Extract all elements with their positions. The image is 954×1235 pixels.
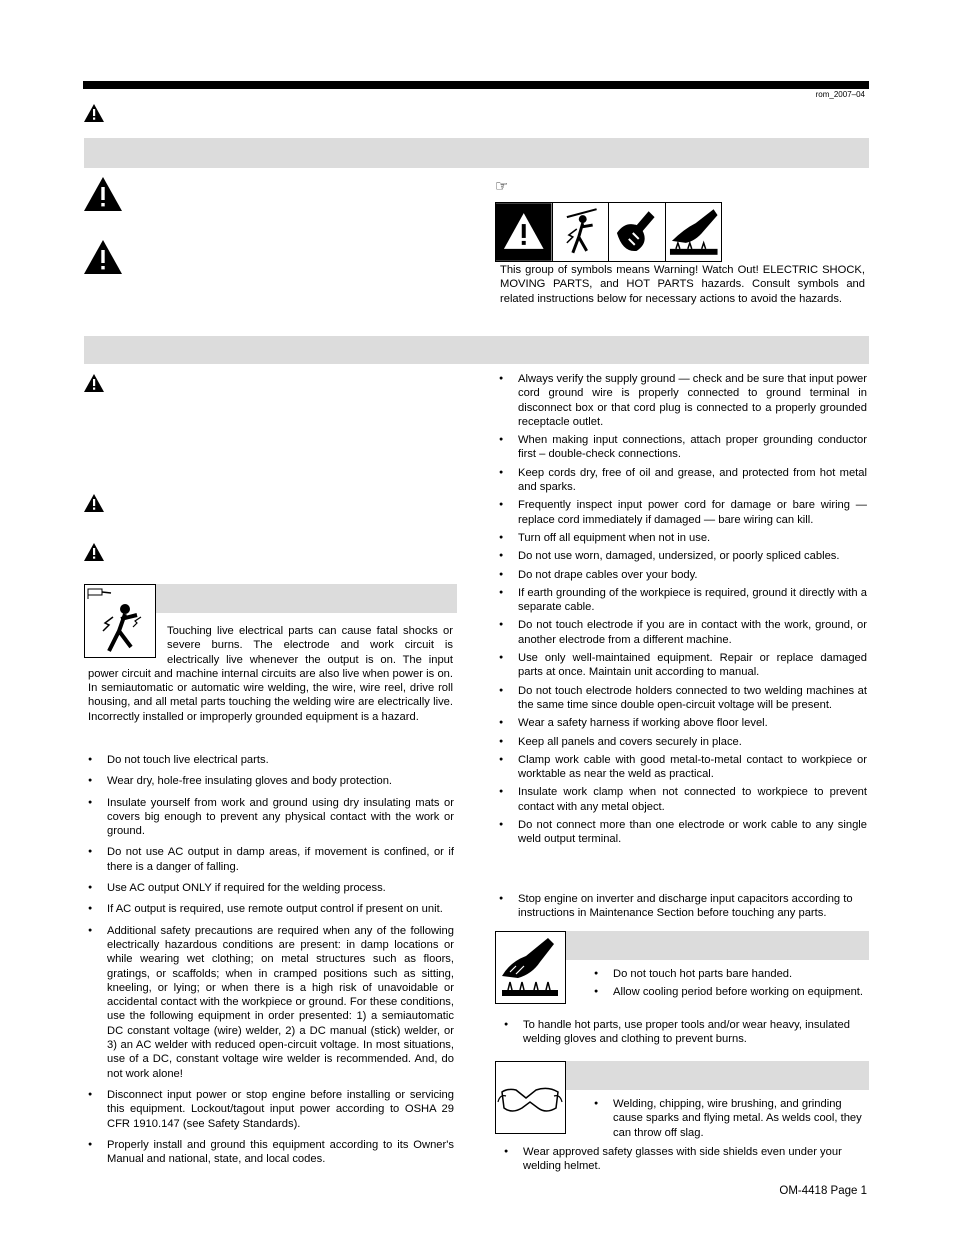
flying-metal-symbol	[495, 1061, 566, 1134]
list-item: ● When making input connections, attach proper grounding conductor first – double-check connections.	[499, 433, 867, 462]
list-item: ● Do not touch live electrical parts.	[88, 753, 454, 767]
hot-parts-icon	[665, 203, 722, 261]
flying-metal-band	[565, 1061, 869, 1090]
list-item: ● Do not use worn, damaged, undersized, or poorly spliced cables.	[499, 549, 867, 563]
top-rule	[83, 81, 869, 89]
list-item: ● Do not touch hot parts bare handed.	[594, 967, 867, 981]
warning-triangle-icon	[84, 104, 104, 122]
list-item: ● Do not connect more than one electrode or work cable to any single weld output terminal.	[499, 818, 867, 847]
list-item: ● Insulate yourself from work and ground using dry insulating mats or covers big enough to prevent any physical contact with the work or ground.	[88, 796, 454, 839]
hot-parts-band	[565, 931, 869, 960]
list-item: ● Keep cords dry, free of oil and grease, and protected from hot metal and sparks.	[499, 466, 867, 495]
list-item: ● Use only well-maintained equipment. Repair or replace damaged parts at once. Maintain unit according to manual.	[499, 651, 867, 680]
symbol-strip-caption: This group of symbols means Warning! Watch Out! ELECTRIC SHOCK, MOVING PARTS, and HOT PARTS hazards. Consult symbols and related instructions below for necessary actions to avoid the hazards.	[500, 264, 865, 305]
warning-triangle-icon	[84, 494, 104, 512]
hot-parts-inner-list	[594, 967, 867, 1004]
section-band-arc-welding-hazards	[84, 336, 869, 364]
list-item: ● Do not touch electrode if you are in contact with the work, ground, or another electrode from a different machine.	[499, 618, 867, 647]
electric-shock-icon	[552, 203, 609, 261]
list-item: ● Wear approved safety glasses with side shields even under your welding helmet.	[504, 1145, 867, 1174]
warning-triangle-icon	[496, 203, 552, 261]
list-item: ● Welding, chipping, wire brushing, and grinding cause sparks and flying metal. As welds cool, they can throw off slag.	[594, 1097, 867, 1140]
section-band-symbol-usage	[84, 138, 869, 168]
safety-glasses-icon	[496, 1062, 565, 1133]
list-item: ● Do not use AC output in damp areas, if movement is confined, or if there is a danger of falling.	[88, 845, 454, 874]
hazard-symbol-strip	[495, 202, 722, 262]
warning-triangle-icon	[84, 374, 104, 392]
document-ref: rom_2007–04	[815, 90, 865, 99]
list-item: ● If AC output is required, use remote output control if present on unit.	[88, 902, 454, 916]
moving-parts-icon	[608, 203, 665, 261]
electric-shock-band	[155, 584, 457, 613]
warning-triangle-icon	[84, 543, 104, 561]
list-item: ● Frequently inspect input power cord for damage or bare wiring — replace cord immediately if damaged — bare wiring can kill.	[499, 498, 867, 527]
list-item: ● Allow cooling period before working on equipment.	[594, 985, 867, 999]
electric-shock-intro	[88, 624, 453, 724]
list-item: ● Keep all panels and covers securely in place.	[499, 735, 867, 749]
page-number: OM-4418 Page 1	[779, 1185, 867, 1197]
list-item: ● Do not touch electrode holders connected to two welding machines at the same time since double open-circuit voltage will be present.	[499, 684, 867, 713]
hot-parts-icon	[496, 932, 565, 1003]
electric-shock-intro-text: Touching live electrical parts can cause fatal shocks or severe burns. The electrode and work circuit is electrically live whenever the output is on. The input power circuit and machine internal circuits are also live when power is on. In semiautomatic or automatic wire welding, the wire, wire reel, drive roll housing, and all metal parts touching the welding wire are electrically live. Incorrectly installed or improperly grounded equipment is a hazard.	[88, 625, 453, 723]
list-item: ● Additional safety precautions are required when any of the following electrically hazardous conditions are present: in damp locations or while wearing wet clothing; on metal structures such as floors, gratings, or scaffolds; when in cramped positions such as sitting, kneeling, or lying; or when there is a high risk of unavoidable or accidental contact with the workpiece or ground. For these conditions, use the following equipment in order presented: 1) a semiautomatic DC constant voltage (wire) welder, 2) a DC manual (stick) welder, or 3) an AC welder with reduced open-circuit voltage. In most situations, use of a DC, constant voltage wire welder is recommended. And, do not work alone!	[88, 924, 454, 1081]
electric-shock-right-list	[499, 372, 867, 851]
flying-metal-inner-list	[594, 1097, 867, 1144]
warning-triangle-icon	[84, 177, 122, 211]
hot-parts-outer-list	[504, 1018, 867, 1051]
warning-triangle-icon	[84, 240, 122, 274]
flying-metal-outer-list	[504, 1145, 867, 1178]
list-item: ● Disconnect input power or stop engine before installing or servicing this equipment. Lockout/tagout input power according to OSHA 29 CFR 1910.147 (see Safety Standards).	[88, 1088, 454, 1131]
hot-parts-symbol	[495, 931, 566, 1004]
list-item: ● Stop engine on inverter and discharge input capacitors according to instructions in Maintenance Section before touching any parts.	[499, 892, 867, 921]
electric-shock-left-list	[88, 753, 454, 1170]
list-item: ● Wear dry, hole-free insulating gloves and body protection.	[88, 774, 454, 788]
list-item: ● Turn off all equipment when not in use.	[499, 531, 867, 545]
list-item: ● Do not drape cables over your body.	[499, 568, 867, 582]
inverter-list	[499, 892, 867, 925]
list-item: ● To handle hot parts, use proper tools and/or wear heavy, insulated welding gloves and clothing to prevent burns.	[504, 1018, 867, 1047]
list-item: ● Use AC output ONLY if required for the welding process.	[88, 881, 454, 895]
list-item: ● Clamp work cable with good metal-to-metal contact to workpiece or worktable as near the weld as practical.	[499, 753, 867, 782]
list-item: ● Insulate work clamp when not connected to workpiece to prevent contact with any metal object.	[499, 785, 867, 814]
list-item: ● Properly install and ground this equipment according to its Owner's Manual and national, state, and local codes.	[88, 1138, 454, 1167]
list-item: ● If earth grounding of the workpiece is required, ground it directly with a separate cable.	[499, 586, 867, 615]
list-item: ● Always verify the supply ground — check and be sure that input power cord ground wire is properly connected to ground terminal in disconnect box or that cord plug is connected to a properly grounded receptacle outlet.	[499, 372, 867, 429]
list-item: ● Wear a safety harness if working above floor level.	[499, 716, 867, 730]
pointing-hand-icon: ☞	[495, 178, 509, 195]
